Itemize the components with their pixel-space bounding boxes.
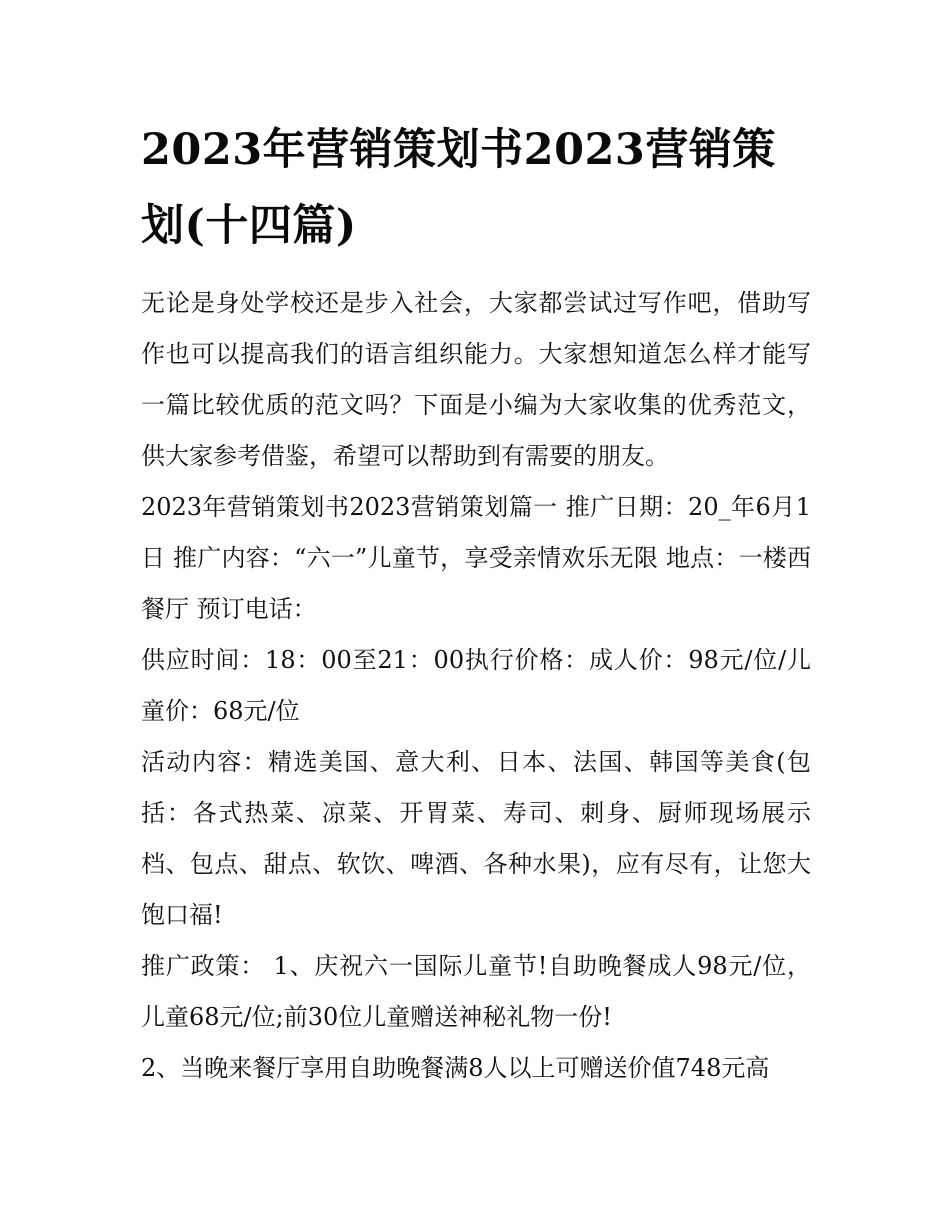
policy-item-2-paragraph: 2、当晚来餐厅享用自助晚餐满8人以上可赠送价值748元高 [141, 1054, 770, 1082]
document-title: 2023年营销策划书2023营销策划(十四篇) [141, 125, 776, 251]
activity-content-paragraph: 活动内容：精选美国、意大利、日本、法国、韩国等美食(包括：各式热菜、凉菜、开胃菜、寿司、刺身、厨师现场展示档、包点、甜点、软饮、啤酒、各种水果)，应有尽有，让您大饱口福! [141, 748, 811, 929]
document-body [141, 112, 811, 1094]
promotion-policy-paragraph: 推广政策： 1、庆祝六一国际儿童节!自助晚餐成人98元/位，儿童68元/位;前30位儿童赠送神秘礼物一份! [141, 952, 811, 1031]
service-time-price-paragraph: 供应时间：18：00至21：00执行价格：成人价：98元/位/儿童价：68元/位 [141, 646, 811, 725]
intro-paragraph: 无论是身处学校还是步入社会，大家都尝试过写作吧，借助写作也可以提高我们的语言组织能力。大家想知道怎么样才能写一篇比较优质的范文吗？下面是小编为大家收集的优秀范文，供大家参考借鉴，希望可以帮助到有需要的朋友。 [141, 289, 811, 470]
promotion-details-paragraph: 2023年营销策划书2023营销策划篇一 推广日期：20_年6月1日 推广内容：“六一”儿童节，享受亲情欢乐无限 地点：一楼西餐厅 预订电话： [141, 493, 811, 623]
